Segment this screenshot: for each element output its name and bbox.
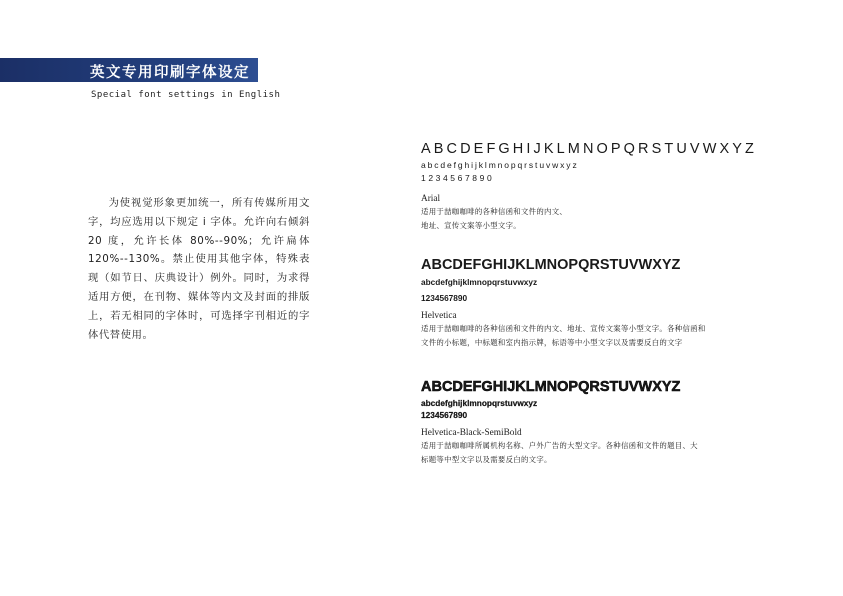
font-description-line: 文件的小标题，中标题和室内指示牌，标语等中小型文字以及需要反白的文字	[421, 338, 683, 347]
font-description-line: 适用于喆咖咖啡所属机构名称、户外广告的大型文字。各种信函和文件的题目、大	[421, 441, 698, 450]
font-sample-arial	[421, 140, 757, 233]
font-name: Helvetica	[421, 311, 457, 321]
font-sample-helvetica	[421, 256, 751, 350]
uppercase-sample: ABCDEFGHIJKLMNOPQRSTUVWXYZ	[421, 379, 681, 395]
lowercase-sample: abcdefghijklmnopqrstuvwxyz	[421, 277, 538, 287]
uppercase-sample: ABCDEFGHIJKLMNOPQRSTUVWXYZ	[421, 141, 757, 157]
font-description-line: 地址、宣传文案等小型文字。	[421, 221, 521, 230]
font-name: Arial	[421, 194, 441, 204]
page-subtitle: Special font settings in English	[91, 90, 281, 100]
font-description-line: 标题等中型文字以及需要反白的文字。	[421, 455, 552, 464]
font-description-line: 适用于喆咖咖啡的各种信函和文件的内文、	[421, 207, 568, 216]
font-sample-helvetica-black	[421, 378, 751, 467]
uppercase-sample: ABCDEFGHIJKLMNOPQRSTUVWXYZ	[421, 257, 681, 273]
font-name: Helvetica-Black-SemiBold	[421, 428, 522, 438]
digits-sample: 1234567890	[421, 410, 468, 420]
font-description-line: 适用于喆咖咖啡的各种信函和文件的内文、地址、宣传文案等小型文字。各种信函和	[421, 324, 706, 333]
digits-sample: 1234567890	[421, 293, 468, 303]
lowercase-sample: abcdefghijklmnopqrstuvwxyz	[421, 160, 579, 170]
intro-paragraph: 为使视觉形象更加统一，所有传媒所用文字，均应选用以下规定 i 字体。允许向右倾斜 20 度，允许长体 80%--90%；允许扁体 120%--130%。禁止使用其他字体，特殊表现（如节日、庆典设计）例外。同时，为求得适用方便，在刊物、媒体等内文及封面的排版上，若无相同的字体时，可选择字刊相近的字体代替使用。	[88, 197, 310, 341]
digits-sample: 1234567890	[421, 173, 495, 183]
lowercase-sample: abcdefghijklmnopqrstuvwxyz	[421, 398, 538, 408]
page-title: 英文专用印刷字体设定	[90, 64, 250, 81]
